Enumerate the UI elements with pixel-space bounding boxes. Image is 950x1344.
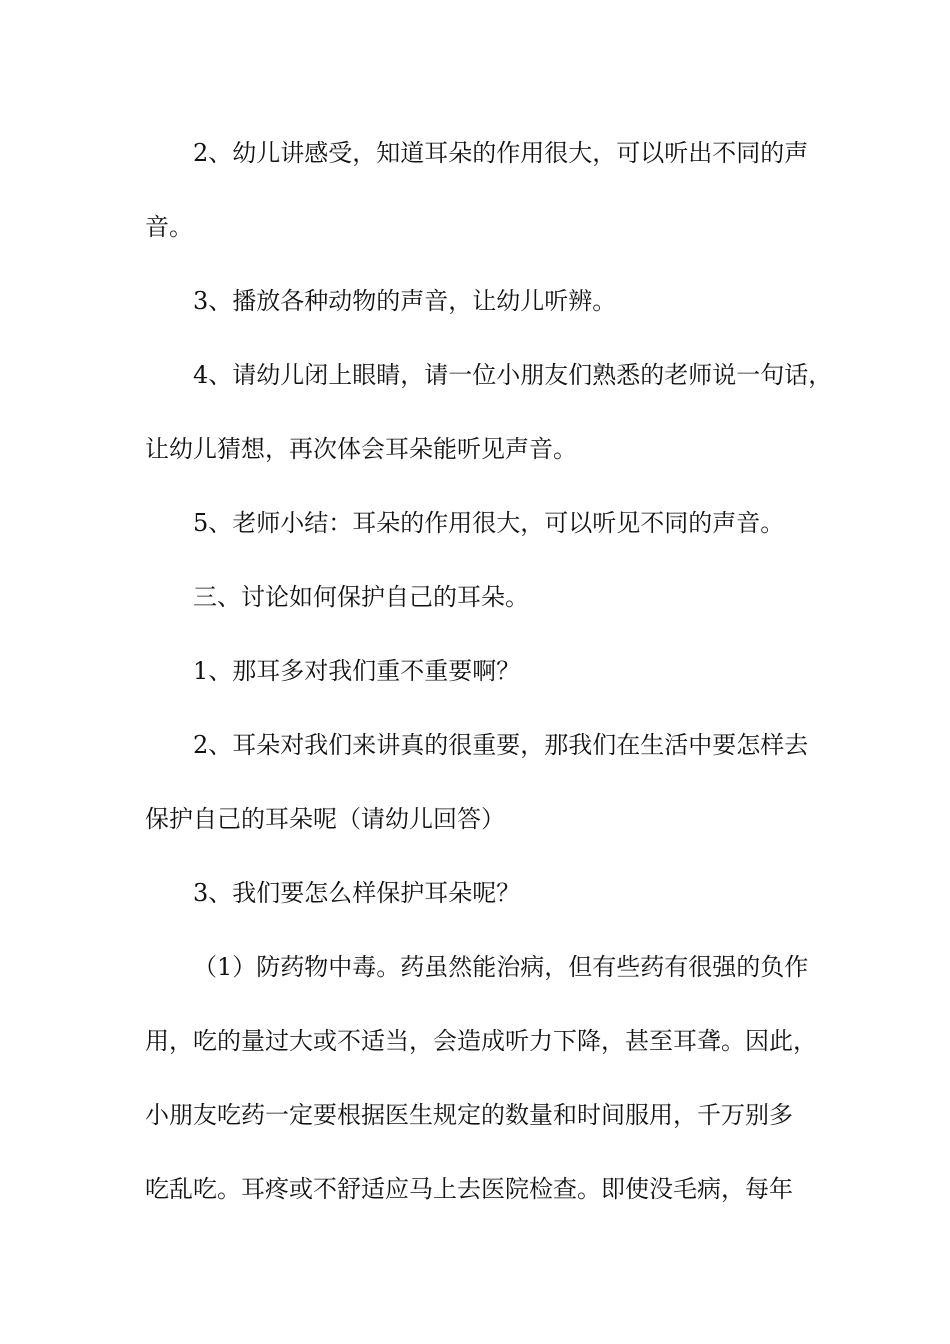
paragraph-step-2: [145, 116, 810, 264]
text-line: 三、讨论如何保护自己的耳朵。: [193, 583, 529, 611]
text-line: 让幼儿猜想，再次体会耳朵能听见声音。: [145, 435, 577, 463]
paragraph-step-3: [145, 264, 810, 338]
paragraph-step-5: [145, 486, 810, 560]
text-line: 2、耳朵对我们来讲真的很重要，那我们在生活中要怎样去: [193, 731, 809, 759]
text-line: 5、老师小结：耳朵的作用很大，可以听见不同的声音。: [193, 509, 785, 537]
section-heading-3: [145, 560, 810, 634]
paragraph-question-3: [145, 856, 810, 930]
paragraph-step-4: [145, 338, 833, 486]
text-line: 4、请幼儿闭上眼睛，请一位小朋友们熟悉的老师说一句话，: [193, 361, 833, 389]
text-line: 3、播放各种动物的声音，让幼儿听辨。: [193, 287, 617, 315]
text-line: 1、那耳多对我们重不重要啊？: [193, 657, 521, 685]
text-line: 3、我们要怎么样保护耳朵呢？: [193, 879, 521, 907]
paragraph-question-2: [145, 708, 810, 856]
text-line: 吃乱吃。耳疼或不舒适应马上去医院检查。即使没毛病，每年: [145, 1175, 793, 1203]
text-line: 小朋友吃药一定要根据医生规定的数量和时间服用，千万别多: [145, 1101, 793, 1129]
text-line: 音。: [145, 213, 193, 241]
text-line: 用，吃的量过大或不适当，会造成听力下降，甚至耳聋。因此，: [145, 1027, 817, 1055]
paragraph-item-1: [145, 930, 817, 1226]
text-line: （1）防药物中毒。药虽然能治病，但有些药有很强的负作: [193, 953, 809, 981]
text-line: 保护自己的耳朵呢（请幼儿回答）: [145, 805, 505, 833]
paragraph-question-1: [145, 634, 810, 708]
text-line: 2、幼儿讲感受，知道耳朵的作用很大，可以听出不同的声: [193, 139, 809, 167]
